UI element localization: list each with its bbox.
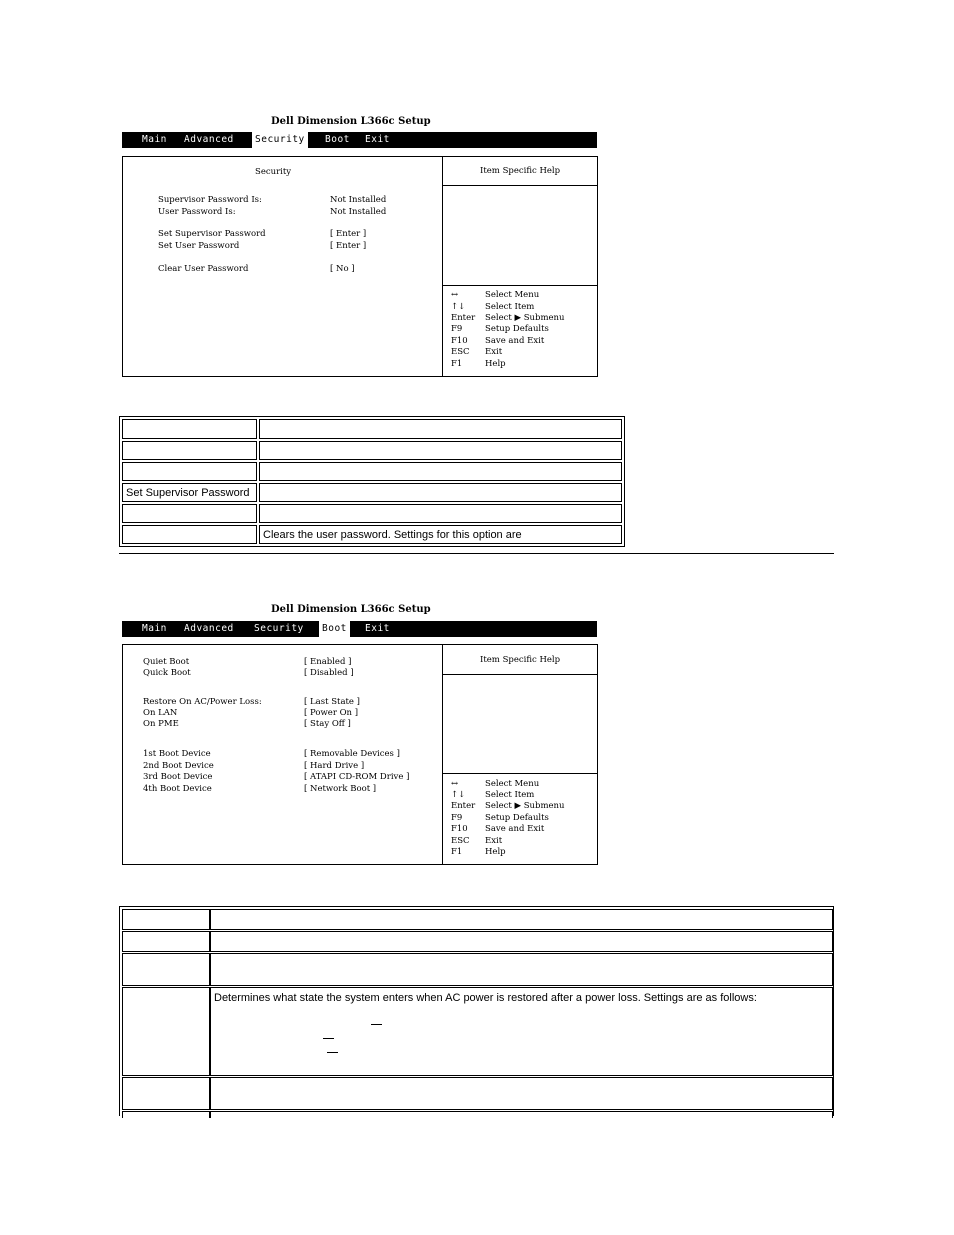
table-cell: [210, 953, 833, 986]
screen2-help-keys-line: [442, 773, 597, 774]
help-title: Item Specific Help: [480, 166, 561, 176]
menu-security[interactable]: Security: [254, 623, 304, 634]
restore-description: Determines what state the system enters when AC power is restored after a power loss. Settings are as follows:: [214, 992, 757, 1004]
option-name: [122, 504, 257, 523]
screen1-title: Dell Dimension L366c Setup: [271, 116, 431, 127]
key-action: Save and Exit: [485, 824, 545, 834]
key-name: F1: [451, 359, 463, 369]
option-name: [122, 462, 257, 481]
key-action: Exit: [485, 836, 503, 846]
menu-boot[interactable]: Boot: [325, 134, 350, 145]
setting-label: User Password Is:: [158, 207, 236, 217]
option-name: Set Supervisor Password: [122, 483, 257, 502]
key-action: Select Item: [485, 790, 535, 800]
table-cell: [122, 1077, 210, 1110]
option-desc: [259, 462, 622, 481]
menu-main[interactable]: Main: [142, 623, 167, 634]
key-name: F10: [451, 824, 468, 834]
option-desc: Clears the user password. Settings for this option are: [259, 525, 622, 544]
setting-value[interactable]: [ Power On ]: [304, 708, 359, 718]
setting-label: Set User Password: [158, 241, 240, 251]
menu-exit[interactable]: Exit: [365, 623, 390, 634]
setting-value[interactable]: [ Enter ]: [330, 229, 367, 239]
menu-main[interactable]: Main: [142, 134, 167, 145]
setting-label: Quick Boot: [143, 668, 191, 678]
key-name: ↑↓: [451, 302, 466, 312]
setting-value[interactable]: [ Enter ]: [330, 241, 367, 251]
section-heading: Security: [255, 167, 292, 177]
key-action: Select ▶ Submenu: [485, 801, 565, 811]
setting-value[interactable]: [ Stay Off ]: [304, 719, 351, 729]
key-name: ESC: [451, 347, 470, 357]
menu-security[interactable]: Security: [252, 132, 308, 148]
setting-value[interactable]: [ ATAPI CD-ROM Drive ]: [304, 772, 410, 782]
setting-label: On PME: [143, 719, 179, 729]
key-action: Select Item: [485, 302, 535, 312]
key-action: Select Menu: [485, 290, 540, 300]
setting-label: 2nd Boot Device: [143, 761, 214, 771]
help-title: Item Specific Help: [480, 655, 561, 665]
key-name: ↔: [451, 779, 459, 789]
table-cell: [210, 931, 833, 952]
key-name: ↔: [451, 290, 459, 300]
setting-label: 1st Boot Device: [143, 749, 211, 759]
option-desc: [259, 483, 622, 502]
underline-mark: [323, 1038, 334, 1039]
setting-label: Clear User Password: [158, 264, 249, 274]
table-cell: [122, 987, 210, 1076]
screen1-help-header-line: [442, 185, 597, 186]
menu-advanced[interactable]: Advanced: [184, 623, 234, 634]
table-cell: [122, 931, 210, 952]
setting-label: Set Supervisor Password: [158, 229, 266, 239]
security-options-table: [119, 416, 625, 547]
key-name: ↑↓: [451, 790, 466, 800]
key-name: F9: [451, 324, 463, 334]
key-name: F10: [451, 336, 468, 346]
key-name: F9: [451, 813, 463, 823]
key-action: Setup Defaults: [485, 324, 549, 334]
setting-value[interactable]: [ Hard Drive ]: [304, 761, 365, 771]
screen2-title: Dell Dimension L366c Setup: [271, 604, 431, 615]
menu-boot[interactable]: Boot: [319, 621, 350, 637]
setting-value[interactable]: [ No ]: [330, 264, 355, 274]
setting-value[interactable]: [ Enabled ]: [304, 657, 352, 667]
key-action: Help: [485, 359, 506, 369]
table-cell: [122, 1111, 210, 1118]
menu-advanced[interactable]: Advanced: [184, 134, 234, 145]
setting-label: 4th Boot Device: [143, 784, 212, 794]
underline-mark: [371, 1024, 382, 1025]
screen1-menu-bar: [122, 132, 597, 148]
table-cell: [210, 1111, 833, 1118]
setting-label: Supervisor Password Is:: [158, 195, 262, 205]
key-action: Select Menu: [485, 779, 540, 789]
setting-label: Restore On AC/Power Loss:: [143, 697, 262, 707]
key-action: Save and Exit: [485, 336, 545, 346]
option-name: [122, 419, 257, 439]
setting-value[interactable]: [ Last State ]: [304, 697, 360, 707]
screen1-help-divider: [442, 156, 443, 376]
setting-label: Quiet Boot: [143, 657, 190, 667]
option-desc: [259, 441, 622, 460]
setting-value[interactable]: [ Removable Devices ]: [304, 749, 400, 759]
screen2-help-divider: [442, 644, 443, 864]
table-cell: [122, 953, 210, 986]
setting-label: 3rd Boot Device: [143, 772, 213, 782]
table-cell: [210, 909, 833, 930]
option-name: [122, 441, 257, 460]
menu-exit[interactable]: Exit: [365, 134, 390, 145]
table-cell: [122, 909, 210, 930]
key-action: Setup Defaults: [485, 813, 549, 823]
option-desc: [259, 419, 622, 439]
key-name: F1: [451, 847, 463, 857]
table-cell: [210, 1077, 833, 1110]
screen1-help-keys-line: [442, 285, 597, 286]
setting-label: On LAN: [143, 708, 178, 718]
key-name: Enter: [451, 801, 476, 811]
option-name: [122, 525, 257, 544]
option-desc: [259, 504, 622, 523]
setting-value[interactable]: Not Installed: [330, 207, 387, 217]
section-divider: [119, 553, 834, 554]
screen2-help-header-line: [442, 674, 597, 675]
setting-value[interactable]: Not Installed: [330, 195, 387, 205]
setting-value[interactable]: [ Disabled ]: [304, 668, 354, 678]
key-action: Exit: [485, 347, 503, 357]
key-action: Help: [485, 847, 506, 857]
screen2-menu-bar: [122, 621, 597, 637]
key-name: ESC: [451, 836, 470, 846]
key-name: Enter: [451, 313, 476, 323]
setting-value[interactable]: [ Network Boot ]: [304, 784, 377, 794]
key-action: Select ▶ Submenu: [485, 313, 565, 323]
underline-mark: [327, 1052, 338, 1053]
